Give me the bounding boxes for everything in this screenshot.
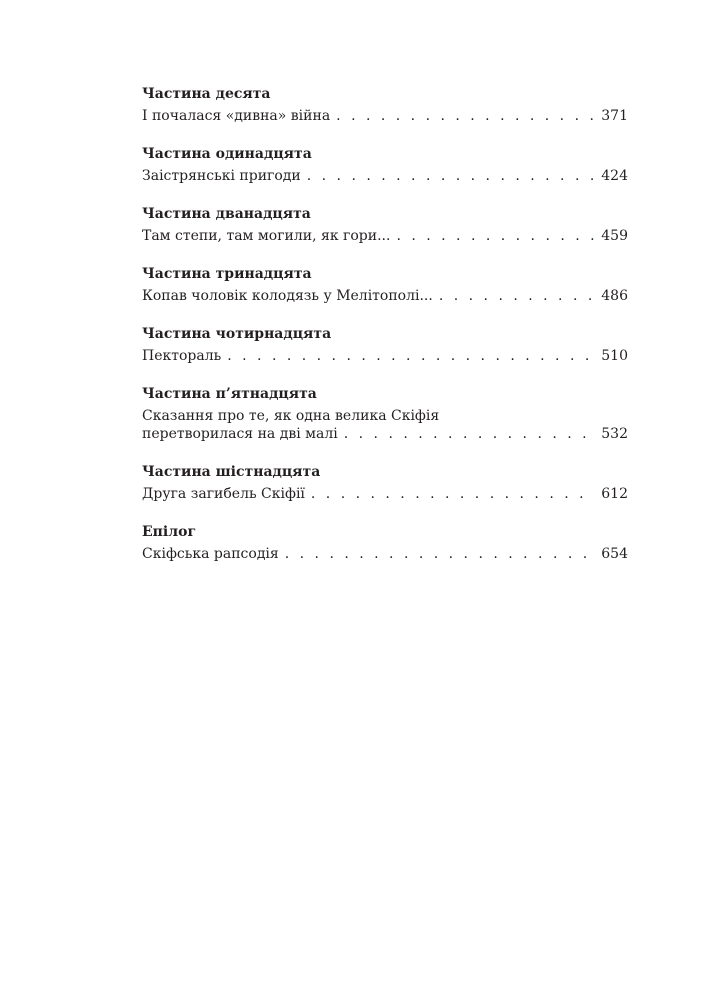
part-title: Частина чотирнадцята (142, 326, 332, 342)
toc-section (142, 463, 628, 503)
part-title: Частина одинадцята (142, 146, 312, 162)
part-title: Епілог (142, 524, 197, 540)
toc-section (142, 265, 628, 305)
toc-section (142, 145, 628, 185)
toc-section (142, 325, 628, 365)
toc-entry[interactable] (142, 545, 628, 563)
page-number: 371 (601, 108, 628, 124)
dot-leader (439, 287, 595, 305)
part-title: Частина десята (142, 86, 271, 102)
toc-entry[interactable] (142, 287, 628, 305)
entry-title-line1: Сказання про те, як одна велика Скіфія (142, 408, 440, 424)
page-number: 459 (601, 228, 628, 244)
toc-section (142, 523, 628, 563)
part-title: Частина п’ятнадцята (142, 386, 317, 402)
toc-section (142, 85, 628, 125)
entry-title: Пектораль (142, 348, 222, 364)
toc-entry[interactable] (142, 407, 628, 443)
entry-title: Заістрянські пригоди (142, 168, 301, 184)
dot-leader (344, 425, 596, 443)
page-number: 612 (601, 486, 628, 502)
entry-title: Копав чоловік колодязь у Мелітополі... (142, 288, 433, 304)
toc-section (142, 205, 628, 245)
part-title: Частина шістнадцята (142, 464, 321, 480)
toc-entry[interactable] (142, 107, 628, 125)
page-number: 654 (601, 546, 628, 562)
toc-entry[interactable] (142, 347, 628, 365)
dot-leader (285, 545, 596, 563)
entry-title: перетворилася на дві малі (142, 426, 338, 442)
page-number: 486 (601, 288, 628, 304)
toc-entry[interactable] (142, 485, 628, 503)
toc-entry[interactable] (142, 167, 628, 185)
toc-entry[interactable] (142, 227, 628, 245)
toc-section (142, 385, 628, 443)
entry-title: Там степи, там могили, як гори... (142, 228, 391, 244)
table-of-contents (142, 85, 628, 583)
dot-leader (311, 485, 595, 503)
dot-leader (227, 347, 595, 365)
part-title: Частина тринадцята (142, 266, 312, 282)
dot-leader (307, 167, 596, 185)
page-number: 424 (601, 168, 628, 184)
page-number: 532 (601, 426, 628, 442)
dot-leader (396, 227, 595, 245)
part-title: Частина дванадцята (142, 206, 311, 222)
entry-title: І почалася «дивна» війна (142, 108, 331, 124)
entry-title: Скіфська рапсодія (142, 546, 279, 562)
entry-title: Друга загибель Скіфії (142, 486, 305, 502)
dot-leader (336, 107, 595, 125)
page-number: 510 (601, 348, 628, 364)
